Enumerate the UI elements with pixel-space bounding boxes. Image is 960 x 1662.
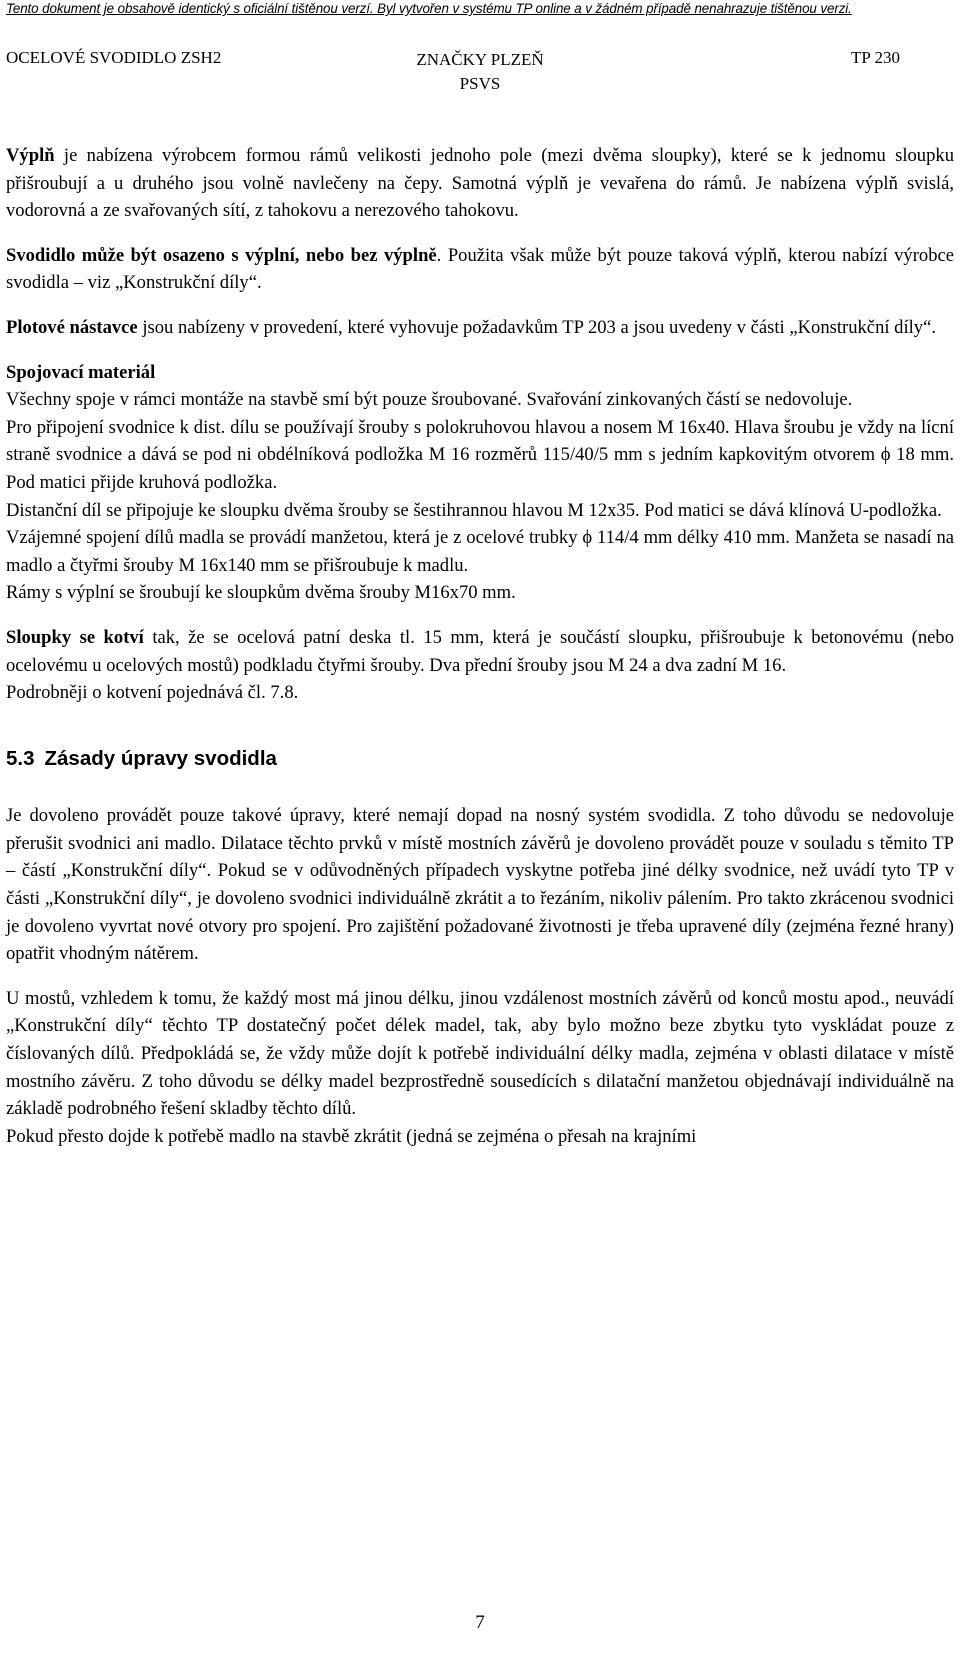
paragraph-upravy: Je dovoleno provádět pouze takové úpravy, které nemají dopad na nosný systém svodidla. Z toho důvodu se nedovoluje přerušit svodnici ani madlo. Dilatace těchto prvků v místě mostních závěrů je dovoleno provádět pouze v souladu s těmito TP – částí „Konstrukční díly“. Pokud se v odůvodněných případech vyskytne potřeba jiné délky svodnice, než uvádí tyto TP v části „Konstrukční díly“, je dovoleno svodnici individuálně zkrátit a to řezáním, nikoliv pálením. Pro takto zkrácenou svodnici je dovoleno vyvrtat nové otvory pro spojení. Pro zajištění požadované životnosti je třeba upravené díly (zejména řezné hrany) opatřit vhodným nátěrem.: [6, 805, 954, 965]
header-document-code: TP 230: [851, 48, 900, 67]
header-center-line2: PSVS: [459, 74, 501, 93]
heading-spojovaci-material-text: Spojovací materiál: [6, 361, 156, 383]
paragraph-spoje-4: Vzájemné spojení dílů madla se provádí manžetou, která je z ocelové trubky ϕ 114/4 mm délky 410 mm. Manžeta se nasadí na madlo a čtyřmi šrouby M 16x140 mm se přišroubuje k madlu.: [6, 527, 954, 576]
paragraph-sloupky-text: tak, že se ocelová patní deska tl. 15 mm, která je součástí sloupku, přišroubuje k betonovému (nebo ocelovému u ocelových mostů) podkladu čtyřmi šrouby. Dva přední šrouby jsou M 24 a dva zadní M 16.: [6, 626, 954, 676]
paragraph-sloupky: [6, 624, 954, 679]
paragraph-osazeni-text: . Použita však může být pouze taková výplň, kterou nabízí výrobce svodidla – viz „Konstrukční díly“.: [6, 244, 954, 294]
term-vypln: Výplň: [6, 145, 55, 166]
page-body: [6, 142, 954, 1150]
paragraph-osazeni: [6, 242, 954, 297]
paragraph-spoje-5: Rámy s výplní se šroubují ke sloupkům dvěma šrouby M16x70 mm.: [6, 582, 516, 604]
paragraph-vypln: [6, 142, 954, 225]
official-version-notice: Tento dokument je obsahově identický s oficiální tištěnou verzí. Byl vytvořen v systému TP online a v žádném případě nenahrazuje tištěnou verzi.: [6, 1, 852, 16]
section-title: Zásady úpravy svodidla: [44, 746, 277, 770]
term-osazeni: Svodidlo může být osazeno s výplní, nebo bez výplně: [6, 244, 437, 266]
heading-spojovaci-material: [6, 359, 954, 387]
paragraph-plotove-nastavce: [6, 314, 954, 342]
paragraph-spoje-2: Pro připojení svodnice k dist. dílu se používají šrouby s polokruhovou hlavou a nosem M 16x40. Hlava šroubu je vždy na lícní straně svodnice a dává se pod ni obdélníková podložka M 16 rozměrů 115/40/5 mm s jedním kapkovitým otvorem ϕ 18 mm. Pod matici přijde kruhová podložka.: [6, 416, 954, 493]
paragraph-spoje-3: Distanční díl se připojuje ke sloupku dvěma šrouby se šestihrannou hlavou M 12x35. Pod matici se dává klínová U-podložka.: [6, 499, 942, 521]
paragraph-mosty: U mostů, vzhledem k tomu, že každý most má jinou délku, jinou vzdálenost mostních závěrů od konců mostu apod., neuvádí „Konstrukční díly“ těchto TP dostatečný počet délek madel, tak, aby bylo možno beze zbytku tyto vyskládat pouze z číslovaných dílů. Předpokládá se, že vždy může dojít k potřebě individuální délky madla, zejména v oblasti dilatace v místě mostního závěru. Z toho důvodu se délky madel bezprostředně sousedících s dilatační manžetou objednávají individuálně na základě podrobného řešení skladby těchto dílů.: [6, 987, 954, 1120]
paragraph-kotveni: Podrobněji o kotvení pojednává čl. 7.8.: [6, 682, 299, 704]
paragraph-spoje-1: Všechny spoje v rámci montáže na stavbě smí být pouze šroubované. Svařování zinkovaných částí se nedovoluje.: [6, 389, 853, 411]
paragraph-zkraceni: Pokud přesto dojde k potřebě madlo na stavbě zkrátit (jedná se zejména o přesah na krajními: [6, 1125, 697, 1147]
header-left-title: OCELOVÉ SVODIDLO ZSH2: [6, 48, 222, 67]
term-plotove-nastavce: Plotové nástavce: [6, 316, 138, 338]
paragraph-plotove-nastavce-text: jsou nabízeny v provedení, které vyhovuje požadavkům TP 203 a jsou uvedeny v části „Konstrukční díly“.: [137, 316, 937, 338]
section-heading: [6, 745, 954, 773]
header-center: [0, 48, 960, 96]
paragraph-vypln-text: je nabízena výrobcem formou rámů velikosti jednoho pole (mezi dvěma sloupky), které se k jednomu sloupku přišroubují a u druhého jsou volně navlečeny na čepy. Samotná výplň je vevařena do rámů. Je nabízena výplň svislá, vodorovná a ze svařovaných sítí, z tahokovu a nerezového tahokovu.: [6, 145, 954, 222]
header-center-line1: ZNAČKY PLZEŇ: [416, 50, 544, 69]
page-number: 7: [475, 1612, 485, 1633]
section-number: 5.3: [6, 746, 35, 770]
term-sloupky: Sloupky se kotví: [6, 626, 144, 648]
